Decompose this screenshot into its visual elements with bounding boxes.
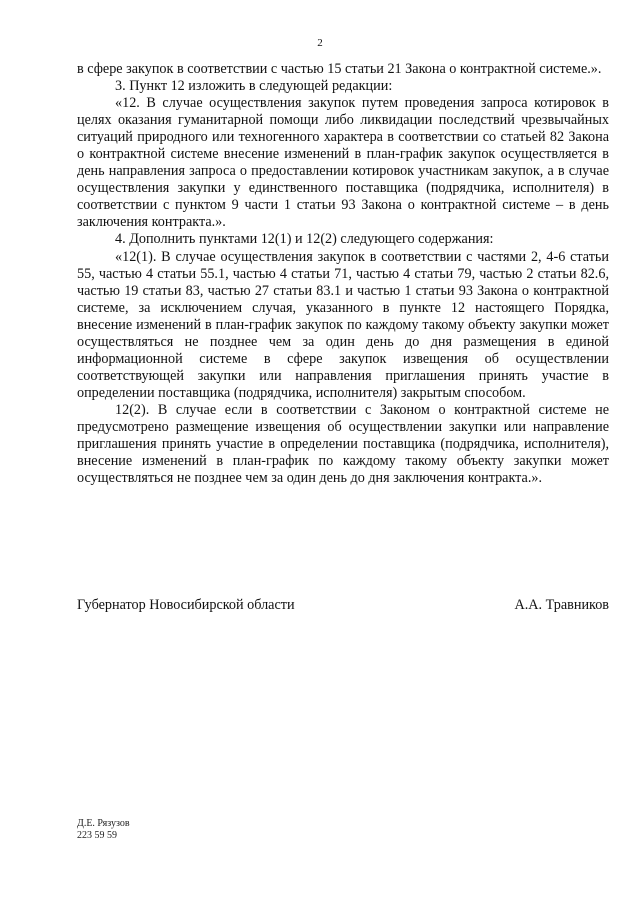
executor-name: Д.Е. Рязузов xyxy=(77,818,130,829)
executor-block xyxy=(77,818,130,842)
signature-block xyxy=(77,597,609,615)
executor-phone: 223 59 59 xyxy=(77,830,117,841)
page-number: 2 xyxy=(317,37,323,49)
paragraph-continuation: в сфере закупок в соответствии с частью 15 статьи 21 Закона о контрактной системе.». xyxy=(77,61,602,77)
document-body xyxy=(77,61,609,487)
signer-name: А.А. Травников xyxy=(514,597,609,613)
paragraph-clause-12-1: «12(1). В случае осуществления закупок в соответствии с частями 2, 4-6 статьи 55, частью 4 статьи 55.1, частью 4 статьи 71, частью 4 статьи 79, частью 2 статьи 82.6, частью 19 статьи 83, частью 27 статьи 83.1 и частью 1 статьи 93 Закона о контрактной системе, за исключением случая, указанного в пункте 12 настоящего Порядка, внесение изменений в план-график закупок по каждому такому объекту закупки может осуществляться не позднее чем за один день до дня размещения в единой информационной системе в сфере закупок извещения об осуществлении соответствующей закупки или направления приглашения принять участие в определении поставщика (подрядчика, исполнителя) закрытым способом. xyxy=(77,248,609,401)
paragraph-item-4: 4. Дополнить пунктами 12(1) и 12(2) следующего содержания: xyxy=(115,231,494,248)
paragraph-item-3: 3. Пункт 12 изложить в следующей редакции: xyxy=(115,78,393,95)
paragraph-clause-12: «12. В случае осуществления закупок путем проведения запроса котировок в целях оказания гуманитарной помощи либо ликвидации последствий чрезвычайных ситуаций природного или техногенного характера в соответствии со статьей 82 Закона о контрактной системе внесение изменений в план-график закупок осуществляется в день направления запроса о предоставлении котировок участникам закупок, а в случае осуществления закупки у единственного поставщика (подрядчика, исполнителя) в соответствии с пунктом 9 части 1 статьи 93 Закона о контрактной системе – в день заключения контракта.». xyxy=(77,95,609,231)
signer-position: Губернатор Новосибирской области xyxy=(77,597,295,613)
paragraph-clause-12-2: 12(2). В случае если в соответствии с Законом о контрактной системе не предусмотрено размещение извещения об осуществлении закупки или направление приглашения принять участие в определении поставщика (подрядчика, исполнителя), внесение изменений в план-график по каждому такому объекту закупки может осуществляться не позднее чем за один день до дня заключения контракта.». xyxy=(77,401,609,487)
